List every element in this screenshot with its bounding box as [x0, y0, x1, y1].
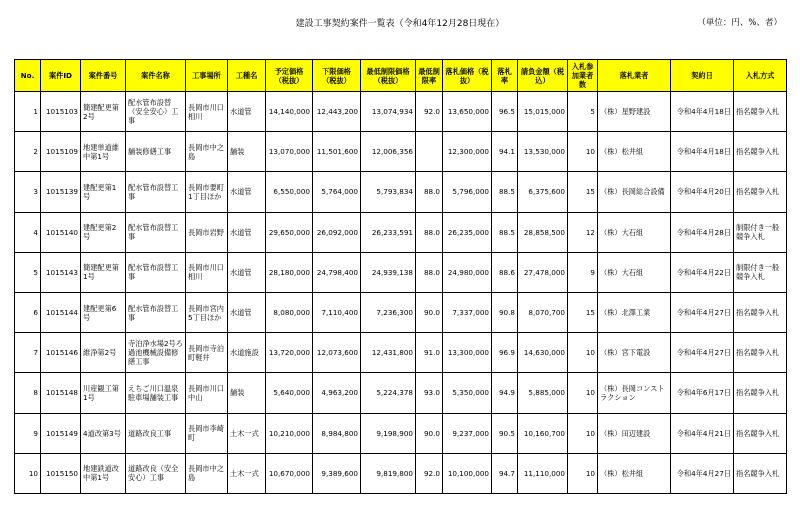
cell-minimum-rate: 88.0	[416, 252, 443, 292]
col-header-planned-price: 予定価格（税抜）	[266, 60, 313, 92]
cell-id: 1015148	[41, 373, 81, 413]
cell-bidder-count: 10	[568, 132, 598, 172]
cell-winner: （株）長岡コンストラクション	[598, 373, 671, 413]
col-header-bid-method: 入札方式	[734, 60, 787, 92]
cell-minimum-price: 9,819,800	[361, 453, 416, 493]
cell-lower-limit: 8,984,800	[313, 413, 361, 453]
col-header-no: No.	[15, 60, 41, 92]
cell-planned-price: 13,720,000	[266, 333, 313, 373]
cell-contract-amount: 28,858,500	[518, 212, 568, 252]
cell-bidder-count: 5	[568, 92, 598, 132]
cell-bidder-count: 10	[568, 333, 598, 373]
cell-location: 長岡市寺泊町軽井	[186, 333, 228, 373]
cell-planned-price: 14,140,000	[266, 92, 313, 132]
cell-winning-rate: 96.5	[492, 92, 518, 132]
cell-winner: （株）松井組	[598, 453, 671, 493]
cell-lower-limit: 9,389,600	[313, 453, 361, 493]
cell-contract-date: 令和4年4月18日	[671, 92, 734, 132]
cell-contract-date: 令和4年4月27日	[671, 292, 734, 332]
cell-no: 4	[15, 212, 41, 252]
cell-no: 8	[15, 373, 41, 413]
cell-id: 1015143	[41, 252, 81, 292]
cell-lower-limit: 24,798,400	[313, 252, 361, 292]
cell-winner: （株）大石組	[598, 252, 671, 292]
cell-minimum-rate: 91.0	[416, 333, 443, 373]
cell-no: 7	[15, 333, 41, 373]
cell-contract-date: 令和4年4月28日	[671, 212, 734, 252]
cell-work-type: 水道管	[228, 212, 266, 252]
cell-minimum-rate: 93.0	[416, 373, 443, 413]
cell-winner: （株）星野建設	[598, 92, 671, 132]
col-header-minimum-price: 最低制限価格（税抜）	[361, 60, 416, 92]
cell-bidder-count: 9	[568, 252, 598, 292]
cell-winning-price: 10,100,000	[443, 453, 492, 493]
col-header-contract-amount: 請負金額（税込）	[518, 60, 568, 92]
cell-winning-price: 7,337,000	[443, 292, 492, 332]
cell-contract-amount: 14,630,000	[518, 333, 568, 373]
cell-lower-limit: 26,092,000	[313, 212, 361, 252]
cell-planned-price: 6,550,000	[266, 172, 313, 212]
header-row	[15, 60, 787, 92]
cell-contract-date: 令和4年6月17日	[671, 373, 734, 413]
cell-winning-price: 26,235,000	[443, 212, 492, 252]
table-row	[15, 132, 787, 172]
cell-number: 簡建配更第1号	[81, 252, 126, 292]
cell-number: 地建鉄道改中第1号	[81, 453, 126, 493]
cell-name: 寺泊浄水場2号ろ過池機械設備修繕工事	[126, 333, 186, 373]
col-header-work-type: 工種名	[228, 60, 266, 92]
cell-id: 1015109	[41, 132, 81, 172]
cell-lower-limit: 12,073,600	[313, 333, 361, 373]
cell-minimum-price: 26,233,591	[361, 212, 416, 252]
table-row	[15, 413, 787, 453]
cell-work-type: 舗装	[228, 373, 266, 413]
cell-contract-amount: 8,070,700	[518, 292, 568, 332]
cell-minimum-rate: 92.0	[416, 92, 443, 132]
cell-work-type: 土木一式	[228, 453, 266, 493]
cell-number: 建配更第2号	[81, 212, 126, 252]
cell-minimum-rate: 90.0	[416, 292, 443, 332]
cell-winner: （株）大石組	[598, 212, 671, 252]
cell-lower-limit: 11,501,600	[313, 132, 361, 172]
cell-planned-price: 8,080,000	[266, 292, 313, 332]
cell-work-type: 水道管	[228, 92, 266, 132]
cell-no: 1	[15, 92, 41, 132]
cell-winning-price: 9,237,000	[443, 413, 492, 453]
col-header-number: 案件番号	[81, 60, 126, 92]
cell-contract-amount: 6,375,600	[518, 172, 568, 212]
cell-contract-amount: 11,110,000	[518, 453, 568, 493]
cell-winning-rate: 90.5	[492, 413, 518, 453]
cell-location: 長岡市川口相川	[186, 252, 228, 292]
cell-location: 長岡市要町1丁目ほか	[186, 172, 228, 212]
cell-number: 4道改第3号	[81, 413, 126, 453]
cell-work-type: 水道管	[228, 172, 266, 212]
cell-location: 長岡市岩野	[186, 212, 228, 252]
cell-winning-price: 12,300,000	[443, 132, 492, 172]
cell-bid-method: 指名競争入札	[734, 453, 787, 493]
table-row	[15, 252, 787, 292]
cell-bidder-count: 10	[568, 453, 598, 493]
cell-planned-price: 28,180,000	[266, 252, 313, 292]
cell-name: えちご川口温泉駐車場舗装工事	[126, 373, 186, 413]
cell-winning-rate: 94.7	[492, 453, 518, 493]
table-row	[15, 172, 787, 212]
cell-planned-price: 10,210,000	[266, 413, 313, 453]
table-row	[15, 292, 787, 332]
cell-minimum-price: 7,236,300	[361, 292, 416, 332]
cell-number: 地建単道維中第1号	[81, 132, 126, 172]
unit-note: （単位：円、%、者）	[697, 18, 782, 28]
cell-winning-rate: 96.9	[492, 333, 518, 373]
cell-minimum-rate: 88.0	[416, 172, 443, 212]
cell-contract-date: 令和4年4月18日	[671, 132, 734, 172]
table-row	[15, 92, 787, 132]
cell-bid-method: 指名競争入札	[734, 413, 787, 453]
cell-number: 建配更第6号	[81, 292, 126, 332]
col-header-location: 工事場所	[186, 60, 228, 92]
cell-no: 6	[15, 292, 41, 332]
cell-no: 3	[15, 172, 41, 212]
cell-minimum-rate	[416, 132, 443, 172]
cell-id: 1015149	[41, 413, 81, 453]
cell-minimum-price: 5,224,378	[361, 373, 416, 413]
cell-work-type: 水道施設	[228, 333, 266, 373]
cell-winning-price: 13,650,000	[443, 92, 492, 132]
col-header-winning-rate: 落札率	[492, 60, 518, 92]
cell-minimum-price: 12,431,800	[361, 333, 416, 373]
cell-bid-method: 指名競争入札	[734, 333, 787, 373]
page-title: 建設工事契約案件一覧表（令和4年12月28日現在）	[295, 19, 505, 29]
cell-number: 建配更第1号	[81, 172, 126, 212]
col-header-winning-price: 落札価格（税抜）	[443, 60, 492, 92]
cell-name: 道路改良（安全安心）工事	[126, 453, 186, 493]
cell-id: 1015146	[41, 333, 81, 373]
cell-winning-price: 5,796,000	[443, 172, 492, 212]
cell-work-type: 水道管	[228, 252, 266, 292]
cell-lower-limit: 5,764,000	[313, 172, 361, 212]
cell-minimum-price: 24,939,138	[361, 252, 416, 292]
cell-bid-method: 指名競争入札	[734, 92, 787, 132]
cell-contract-date: 令和4年4月27日	[671, 453, 734, 493]
cell-bid-method: 指名競争入札	[734, 373, 787, 413]
cell-minimum-price: 9,198,900	[361, 413, 416, 453]
cell-minimum-rate: 92.0	[416, 453, 443, 493]
cell-bidder-count: 10	[568, 373, 598, 413]
cell-number: 川産観工第1号	[81, 373, 126, 413]
cell-work-type: 土木一式	[228, 413, 266, 453]
cell-contract-amount: 27,478,000	[518, 252, 568, 292]
cell-name: 配水管布設替工事	[126, 172, 186, 212]
cell-no: 2	[15, 132, 41, 172]
col-header-name: 案件名称	[126, 60, 186, 92]
cell-name: 配水管布設替工事	[126, 252, 186, 292]
cell-name: 配水管布設替工事	[126, 292, 186, 332]
col-header-contract-date: 契約日	[671, 60, 734, 92]
cell-no: 5	[15, 252, 41, 292]
cell-winning-rate: 94.9	[492, 373, 518, 413]
cell-bid-method: 指名競争入札	[734, 292, 787, 332]
cell-winner: （株）長岡総合設備	[598, 172, 671, 212]
contract-table	[14, 59, 787, 494]
cell-name: 配水管布設替（安全安心）工事	[126, 92, 186, 132]
cell-bid-method: 指名競争入札	[734, 132, 787, 172]
cell-work-type: 舗装	[228, 132, 266, 172]
cell-winning-price: 5,350,000	[443, 373, 492, 413]
cell-contract-date: 令和4年4月21日	[671, 413, 734, 453]
cell-planned-price: 29,650,000	[266, 212, 313, 252]
col-header-bidder-count: 入札参加業者数	[568, 60, 598, 92]
cell-contract-date: 令和4年4月22日	[671, 252, 734, 292]
cell-lower-limit: 4,963,200	[313, 373, 361, 413]
col-header-lower-limit: 下限価格（税抜）	[313, 60, 361, 92]
cell-number: 簡建配更第2号	[81, 92, 126, 132]
cell-bid-method: 制限付き一般競争入札	[734, 252, 787, 292]
cell-contract-amount: 10,160,700	[518, 413, 568, 453]
cell-contract-date: 令和4年4月27日	[671, 333, 734, 373]
cell-number: 維浄第2号	[81, 333, 126, 373]
cell-contract-date: 令和4年4月20日	[671, 172, 734, 212]
col-header-winner: 落札業者	[598, 60, 671, 92]
cell-winner: （株）宮下電設	[598, 333, 671, 373]
table-row	[15, 212, 787, 252]
cell-winning-price: 24,980,000	[443, 252, 492, 292]
cell-bidder-count: 15	[568, 172, 598, 212]
cell-bid-method: 指名競争入札	[734, 172, 787, 212]
cell-location: 長岡市中之島	[186, 453, 228, 493]
cell-winner: （株）田辺建設	[598, 413, 671, 453]
cell-minimum-price: 13,074,934	[361, 92, 416, 132]
cell-bidder-count: 10	[568, 413, 598, 453]
cell-id: 1015103	[41, 92, 81, 132]
cell-location: 長岡市川口中山	[186, 373, 228, 413]
cell-minimum-price: 5,793,834	[361, 172, 416, 212]
cell-contract-amount: 5,885,000	[518, 373, 568, 413]
cell-winner: （株）北澤工業	[598, 292, 671, 332]
cell-planned-price: 13,070,000	[266, 132, 313, 172]
cell-id: 1015139	[41, 172, 81, 212]
table-row	[15, 373, 787, 413]
cell-location: 長岡市川口相川	[186, 92, 228, 132]
cell-winning-rate: 88.6	[492, 252, 518, 292]
cell-winning-rate: 90.8	[492, 292, 518, 332]
cell-name: 配水管布設替工事	[126, 212, 186, 252]
cell-name: 舗装修繕工事	[126, 132, 186, 172]
cell-planned-price: 5,640,000	[266, 373, 313, 413]
cell-contract-amount: 15,015,000	[518, 92, 568, 132]
cell-name: 道路改良工事	[126, 413, 186, 453]
cell-winning-price: 13,300,000	[443, 333, 492, 373]
col-header-minimum-rate: 最低制限率	[416, 60, 443, 92]
cell-location: 長岡市李崎町	[186, 413, 228, 453]
table-row	[15, 333, 787, 373]
cell-bidder-count: 15	[568, 292, 598, 332]
cell-lower-limit: 7,110,400	[313, 292, 361, 332]
cell-id: 1015150	[41, 453, 81, 493]
cell-minimum-rate: 90.0	[416, 413, 443, 453]
cell-winning-rate: 88.5	[492, 172, 518, 212]
cell-location: 長岡市宮内5丁目ほか	[186, 292, 228, 332]
table-row	[15, 453, 787, 493]
cell-work-type: 水道管	[228, 292, 266, 332]
cell-bid-method: 制限付き一般競争入札	[734, 212, 787, 252]
cell-minimum-rate: 88.0	[416, 212, 443, 252]
cell-location: 長岡市中之島	[186, 132, 228, 172]
cell-bidder-count: 12	[568, 212, 598, 252]
cell-planned-price: 10,670,000	[266, 453, 313, 493]
cell-winning-rate: 88.5	[492, 212, 518, 252]
cell-winning-rate: 94.1	[492, 132, 518, 172]
cell-winner: （株）松井組	[598, 132, 671, 172]
cell-contract-amount: 13,530,000	[518, 132, 568, 172]
col-header-id: 案件ID	[41, 60, 81, 92]
cell-no: 9	[15, 413, 41, 453]
cell-id: 1015140	[41, 212, 81, 252]
cell-id: 1015144	[41, 292, 81, 332]
cell-no: 10	[15, 453, 41, 493]
cell-lower-limit: 12,443,200	[313, 92, 361, 132]
cell-minimum-price: 12,006,356	[361, 132, 416, 172]
